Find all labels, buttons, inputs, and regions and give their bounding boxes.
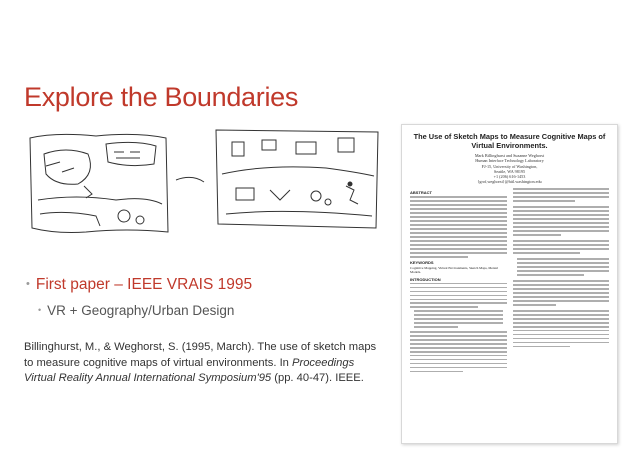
citation <box>24 340 384 387</box>
bullet-marker: • <box>26 278 30 290</box>
author-line: Seattle, WA 98195 <box>493 168 526 174</box>
intro-heading: INTRODUCTION <box>410 276 441 282</box>
author-line: FJ-15, University of Washington, <box>481 163 538 169</box>
keywords-text: Cognitive Mapping, Virtual Environments, Sketch Maps, Mental Models. <box>410 266 498 275</box>
slide-title: Explore the Boundaries <box>24 82 299 112</box>
paper-left-column <box>410 188 507 374</box>
bullet-text: First paper – IEEE VRAIS 1995 <box>35 276 253 293</box>
sketch-left-panel <box>30 134 168 232</box>
bullet-marker: • <box>38 305 42 315</box>
citation-text: Billinghurst, M., & Weghorst, S. (1995, March). The use of sketch maps to measure cognitive maps of virtual environments. In <box>24 341 377 369</box>
paper-thumbnail <box>401 124 618 444</box>
paper-title: The Use of Sketch Maps to Measure Cognitive Maps of Virtual Environments. <box>413 132 606 150</box>
sketch-map-illustration <box>26 124 381 242</box>
keywords-heading: KEYWORDS <box>410 260 434 266</box>
bullet-vr-geography <box>38 303 234 318</box>
paper-columns <box>410 188 609 374</box>
citation-tail: (pp. 40-47). IEEE. <box>271 372 364 384</box>
citation-venue: Proceedings Virtual Reality Annual International Symposium'95 <box>24 356 355 384</box>
author-line: Mark Billinghurst and Suzanne Weghorst <box>474 153 545 159</box>
abstract-heading: ABSTRACT <box>410 190 432 196</box>
author-line: {grof,weghorst}@hitl.washington.edu <box>477 179 542 185</box>
quote-block <box>414 310 503 328</box>
bullet-first-paper <box>26 276 252 294</box>
paper-right-column <box>513 188 610 374</box>
author-line: Human Interface Technology Laboratory <box>475 158 544 164</box>
paper-authors <box>422 153 597 184</box>
sketch-center-mark <box>176 177 204 182</box>
sketch-right-panel <box>216 130 378 228</box>
bullet-text: VR + Geography/Urban Design <box>47 303 235 318</box>
author-line: +1 (206) 616-1453 <box>493 174 526 179</box>
